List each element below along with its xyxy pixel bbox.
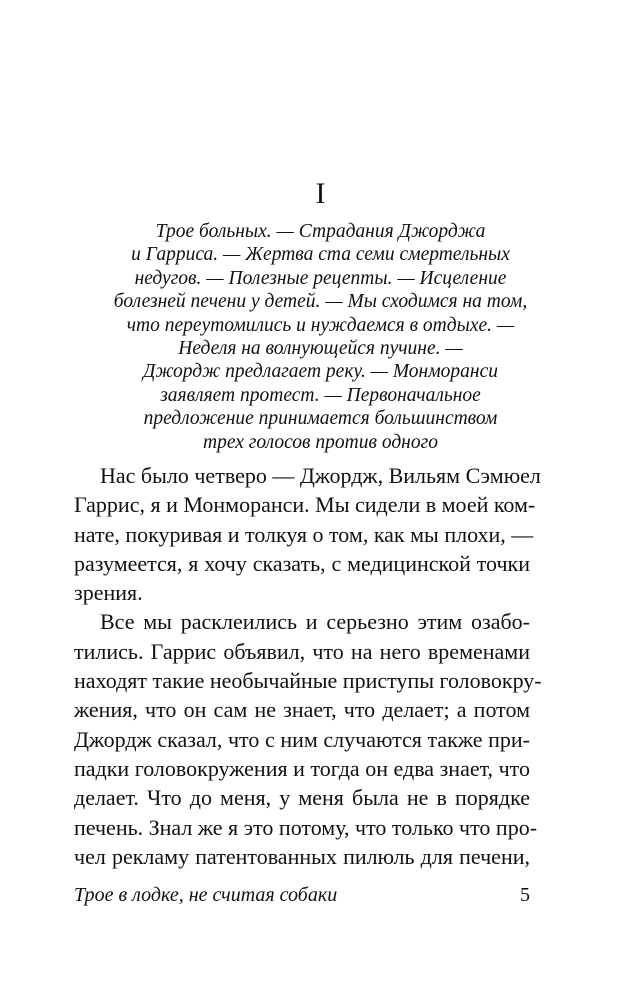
synopsis-line: предложение принимается большинством [143, 408, 498, 430]
page-number: 5 [520, 884, 530, 906]
synopsis-line: трех голосов против одного [203, 431, 438, 453]
paragraph-2-line: тились. Гаррис объявил, что на него временами [74, 638, 530, 664]
synopsis-line: и Гарриса. — Жертва ста семи смертельных [131, 244, 510, 266]
paragraph-2-line: Все мы расклеились и серьезно этим озабо- [100, 609, 530, 635]
synopsis-line: Неделя на волнующейся пучине. — [178, 338, 463, 360]
synopsis-line: что переутомились и нуждаемся в отдыхе. — [126, 314, 515, 336]
paragraph-1-line: разумеется, я хочу сказать, с медицинской точки [74, 550, 530, 576]
paragraph-2-line: жения, что он сам не знает, что делает; а потом [74, 697, 530, 723]
running-footer-title: Трое в лодке, не считая собаки [74, 884, 338, 906]
paragraph-2-line: падки головокружения и тогда он едва знает, что [74, 755, 530, 781]
paragraph-2-line: печень. Знал же я это потому, что только что про- [74, 814, 538, 840]
synopsis-line: заявляет протест. — Первоначальное [160, 384, 481, 406]
chapter-number: I [315, 177, 326, 210]
chapter-synopsis [100, 220, 541, 454]
paragraph-1-line: Гаррис, я и Монморанси. Мы сидели в моей ком- [74, 492, 536, 518]
body-text [74, 461, 542, 871]
paragraph-1-line: нате, покуривая и толкуя о том, как мы плохи, — [74, 521, 534, 547]
synopsis-line: недугов. — Полезные рецепты. — Исцеление [134, 267, 507, 289]
synopsis-line: болезней печени у детей. — Мы сходимся на том, [113, 291, 528, 313]
synopsis-line: Джордж предлагает реку. — Монморанси [143, 361, 498, 383]
paragraph-2-line: делает. Что до меня, у меня была не в порядке [74, 785, 530, 811]
paragraph-2-line: чел рекламу патентованных пилюль для печени, [74, 843, 530, 869]
synopsis-line: Трое больных. — Страдания Джорджа [155, 221, 486, 242]
paragraph-1-line: зрения. [74, 580, 143, 606]
paragraph-1-line: Нас было четверо — Джордж, Вильям Сэмюел [100, 463, 541, 488]
paragraph-2-line: Джордж сказал, что с ним случаются также при- [74, 726, 530, 752]
paragraph-2-line: находят такие необычайные приступы головокру- [74, 668, 542, 694]
